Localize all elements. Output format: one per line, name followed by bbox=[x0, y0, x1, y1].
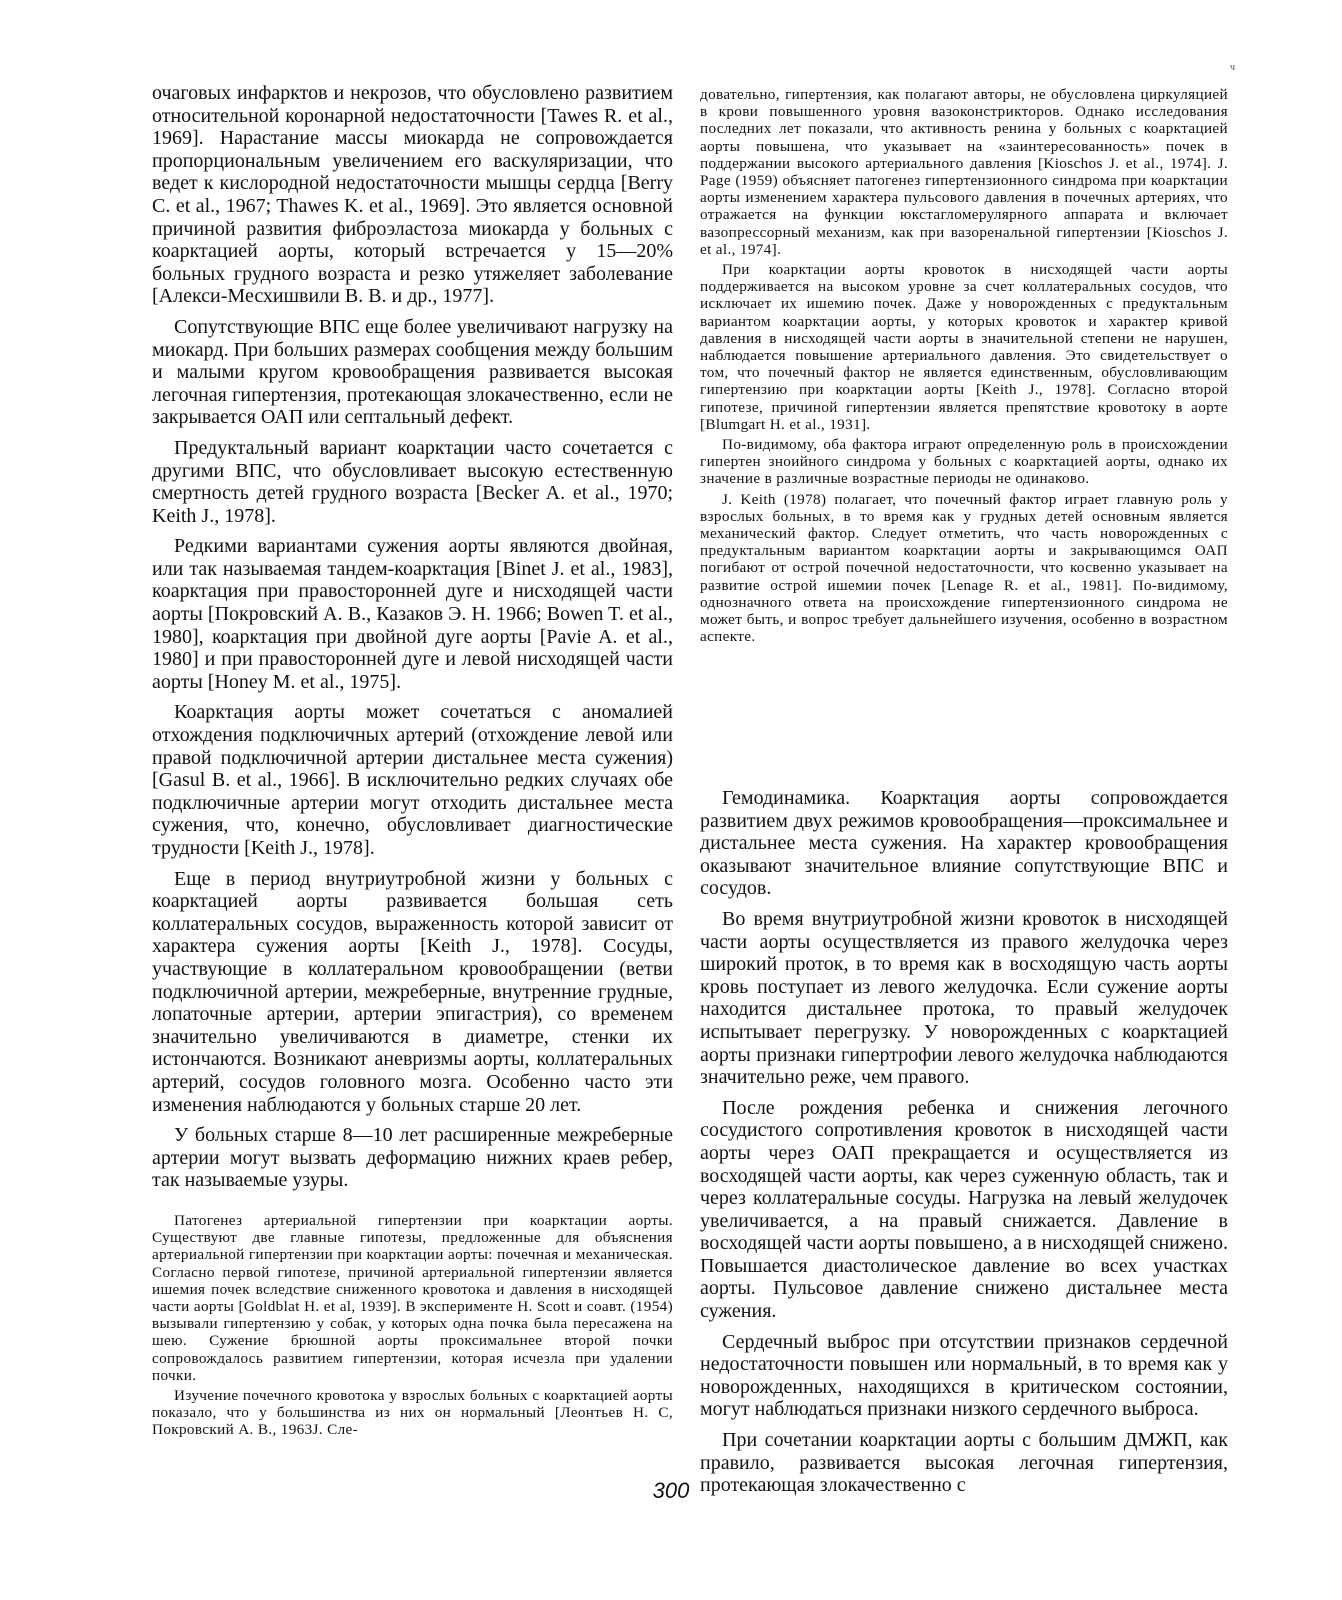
small-print-block bbox=[152, 1212, 673, 1439]
small-paragraph: Изучение почечного кровотока у взрослых больных с коарктацией аорты показало, что у большинства из них он нормальный [Леонтьев Н. С, Покровский А. В., 1963J. Сле- bbox=[152, 1386, 673, 1439]
right-column-body bbox=[700, 787, 1228, 1497]
small-paragraph: Патогенез артериальной гипертензии при коарктации аорты. Существуют две главные гипотезы, предложенные для объяснения артериальной гипертензии при коарктации аорты: почечная и механическая. Согласно первой гипотезе, причиной артериальной гипертензии является ишемия почек вследствие сниженного кровотока и давления в нисходящей части аорты [Goldblat H. et al, 1939]. В эксперименте H. Scott и соавт. (1954) вызывали гипертензию у собак, у которых одна почка была пересажена на шею. Сужение брюшной аорты проксимальнее второй почки сопровождалось развитием гипертензии, которая исчезла при удалении почки. bbox=[152, 1211, 673, 1384]
paragraph-hemodynamics: Гемодинамика. Коарктация аорты сопровождается развитием двух режимов кровообращения—проксимальнее и дистальнее места сужения. На характер кровообращения оказывают значительное влияние сопутствующие ВПС и сосудов. bbox=[700, 787, 1228, 900]
right-column-small-print bbox=[700, 86, 1228, 646]
paragraph: Сопутствующие ВПС еще более увеличивают нагрузку на миокард. При больших размерах сообщения между большим и малыми кругом кровообращения развивается высокая легочная гипертензия, протекающая злокачественно, если не закрывается ОАП или септальный дефект. bbox=[152, 315, 673, 429]
paragraph: Коарктация аорты может сочетаться с аномалией отхождения подключичных артерий (отхождение левой или правой подключичной артерии дистальнее места сужения) [Gasul B. et al., 1966]. В исключительно редких случаях обе подключичные артерии могут отходить дистальнее места сужения, что, конечно, обусловливает диагностические трудности [Keith J., 1978]. bbox=[152, 701, 673, 859]
paragraph: Еще в период внутриутробной жизни у больных с коарктацией аорты развивается большая сеть коллатеральных сосудов, выраженность которой зависит от характера сужения аорты [Keith J., 1978]. Сосуды, участвующие в коллатеральном кровообращении (ветви подключичной артерии, межреберные, внутренние грудные, лопаточные артерии, артерии эпигастрия), со временем значительно увеличиваются в диаметре, стенки их истончаются. Возникают аневризмы аорты, коллатеральных артерий, сосудов головного мозга. Особенно часто эти изменения наблюдаются у больных старше 20 лет. bbox=[152, 867, 673, 1116]
paragraph: После рождения ребенка и снижения легочного сосудистого сопротивления кровоток в нисходящей части аорты через ОАП прекращается и осуществляется из восходящей части аорты, как через суженную область, так и через коллатеральные сосуды. Нагрузка на левый желудочек увеличивается, а на правый снижается. Давление в восходящей части аорты повышено, а в нисходящей снижено. Повышается диастолическое давление во всех участках аорты. Пульсовое давление снижено дистальнее места сужения. bbox=[700, 1096, 1228, 1323]
paragraph: При сочетании коарктации аорты с большим ДМЖП, как правило, развивается высокая легочная гипертензия, протекающая злокачественно с bbox=[700, 1429, 1228, 1497]
paragraph: очаговых инфарктов и некрозов, что обусловлено развитием относительной коронарной недостаточности [Tawes R. et al., 1969]. Нарастание массы миокарда не сопровождается пропорциональным увеличением его васкуляризации, что ведет к кислородной недостаточности мышцы сердца [Berry C. et al., 1967; Thawes K. et al., 1969]. Это является основной причиной развития фиброэластоза миокарда у больных с коарктацией аорты, который встречается у 15—20% больных грудного возраста и резко утяжеляет заболевание [Алекси-Месхишвили В. В. и др., 1977]. bbox=[152, 82, 673, 308]
paragraph: Во время внутриутробной жизни кровоток в нисходящей части аорты осуществляется из правого желудочка через широкий проток, в то время как в восходящую часть аорты кровь поступает из левого желудочка. Если сужение аорты находится дистальнее протока, то правый желудочек испытывает перегрузку. У новорожденных с коарктацией аорты признаки гипертрофии левого желудочка наблюдаются значительно реже, чем правого. bbox=[700, 907, 1228, 1089]
paragraph: Предуктальный вариант коарктации часто сочетается с другими ВПС, что обусловливает высокую естественную смертность детей грудного возраста [Becker A. et al., 1970; Keith J., 1978]. bbox=[152, 436, 673, 527]
paragraph: Редкими вариантами сужения аорты являются двойная, или так называемая тандем-коарктация [Binet J. et al., 1983], коарктация при правосторонней дуге и нисходящей части аорты [Покровский А. В., Казаков Э. Н. 1966; Bowen T. et al., 1980], коарктация при двойной дуге аорты [Pavie A. et al., 1980] и при правосторонней дуге и левой нисходящей части аорты [Honey M. et al., 1975]. bbox=[152, 535, 673, 693]
paragraph: У больных старше 8—10 лет расширенные межреберные артерии могут вызвать деформацию нижних краев ребер, так называемые узуры. bbox=[152, 1124, 673, 1192]
small-paragraph: При коарктации аорты кровоток в нисходящей части аорты поддерживается на высоком уровне за счет коллатеральных сосудов, что исключает их ишемию почек. Даже у новорожденных с предуктальным вариантом коарктации аорты, у которых кровоток и характер кривой давления в нисходящей части аорты в значительной степени не нарушен, наблюдается повышение артериального давления. Это свидетельствует о том, что почечный фактор не является единственным, обусловливающим гипертензию при коарктации аорты [Keith J., 1978]. Согласно второй гипотезе, причиной гипертензии является препятствие кровотоку в аорте [Blumgart H. et al., 1931]. bbox=[700, 261, 1228, 433]
small-paragraph: J. Keith (1978) полагает, что почечный фактор играет главную роль у взрослых больных, в то время как у грудных детей основным является механический фактор. Следует отметить, что часть новорожденных с предуктальным вариантом коарктации аорты и закрывающимся ОАП погибают от острой почечной недостаточности, что косвенно указывает на развитие острой ишемии почек [Lenage R. et al., 1981]. По-видимому, однозначного ответа на происхождение гипертензионного синдрома не может быть, и вопрос требует дальнейшего изучения, особенно в возрастном аспекте. bbox=[700, 490, 1228, 646]
left-column bbox=[152, 82, 673, 1439]
paragraph: Сердечный выброс при отсутствии признаков сердечной недостаточности повышен или нормальный, в то время как у новорожденных, находящихся в критическом состоянии, могут наблюдаться признаки низкого сердечного выброса. bbox=[700, 1330, 1228, 1421]
page-number: 300 bbox=[652, 1478, 690, 1503]
corner-mark: ч bbox=[1230, 62, 1236, 73]
small-paragraph: довательно, гипертензия, как полагают авторы, не обусловлена циркуляцией в крови повышенного уровня вазоконстрикторов. Однако исследования последних лет показали, что активность ренина у больных с коарктацией аорты повышена, что указывает на «заинтересованность» почек в поддержании высокого артериального давления [Kioschos J. et al., 1974]. J. Page (1959) объясняет патогенез гипертензионного синдрома при коарктации аорты изменением характера пульсового давления в почечных артериях, что отражается на функции юкстагломерулярного аппарата и включает вазопрессорный механизм, как при вазоренальной гипертензии [Kioschos J. et al., 1974]. bbox=[700, 86, 1228, 258]
small-paragraph: По-видимому, оба фактора играют определенную роль в происхождении гипертен зноийного синдрома у больных с коарктацией аорты, однако их значение в различные возрастные периоды не одинаково. bbox=[700, 436, 1228, 488]
